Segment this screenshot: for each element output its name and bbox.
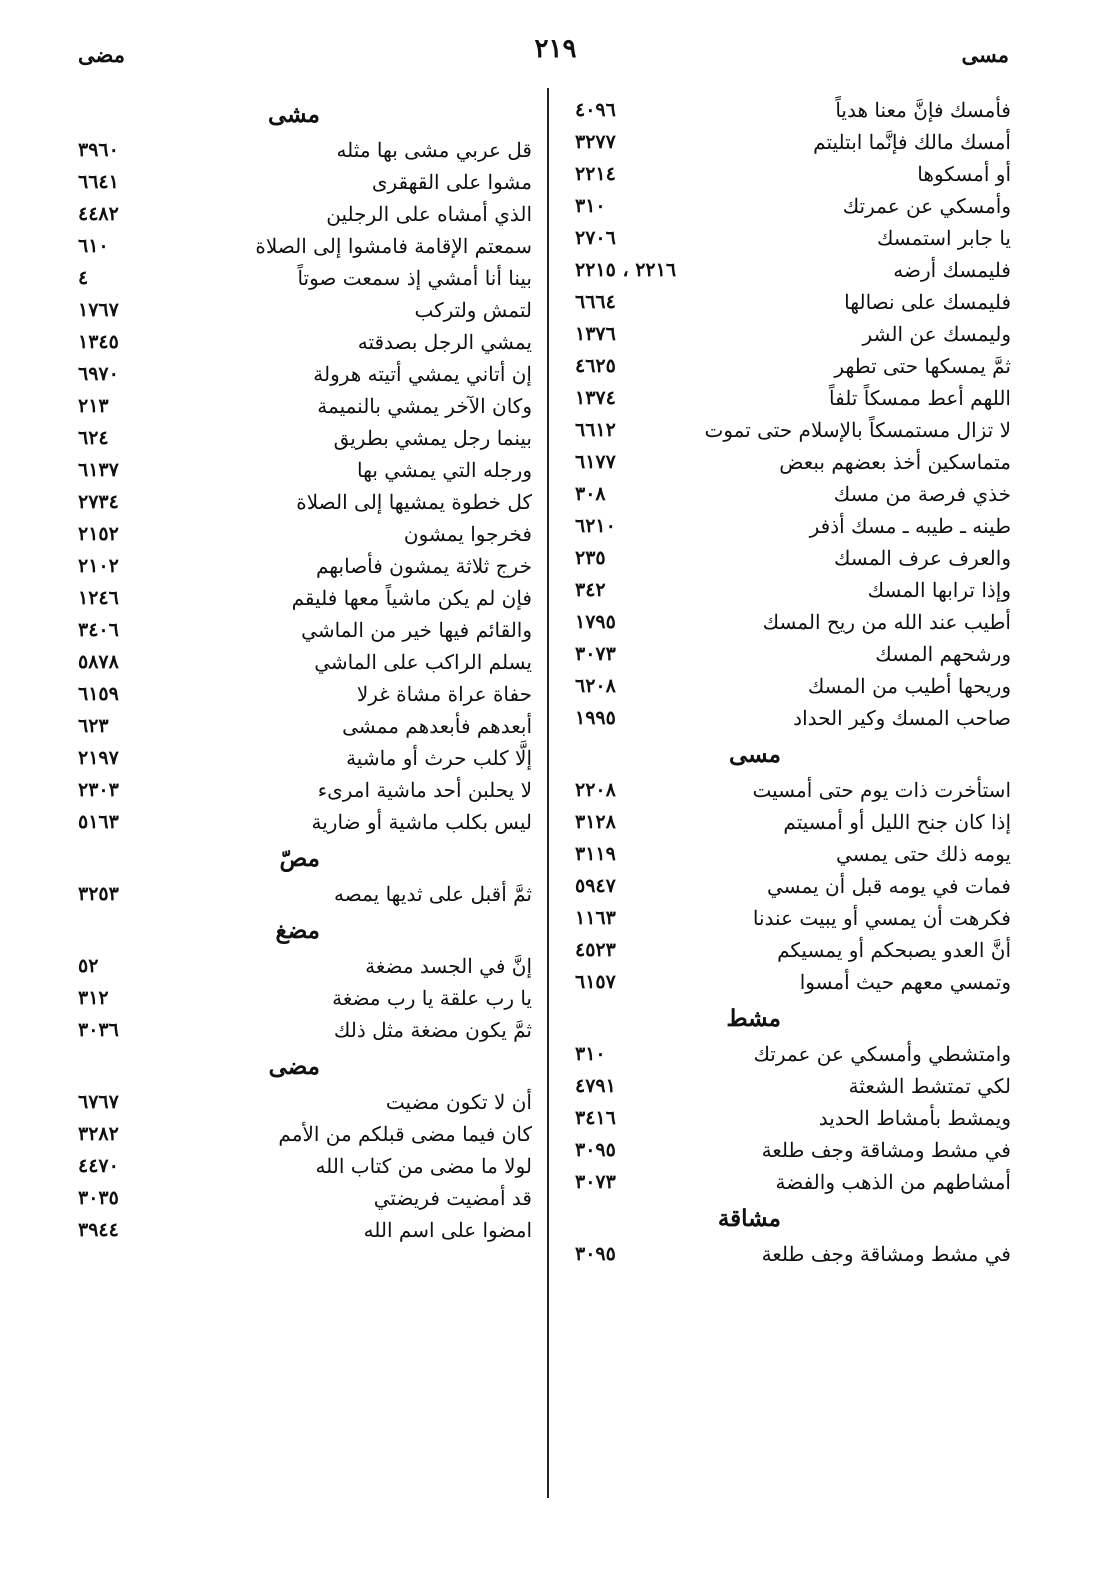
entry-number: ٣٠٧٣ [575, 1171, 616, 1193]
index-entry [78, 950, 532, 982]
entry-number: ٣١١٩ [575, 843, 616, 865]
column-divider [547, 88, 549, 1498]
entry-text: وكان الآخر يمشي بالنميمة [317, 394, 532, 418]
index-entry [575, 574, 1011, 606]
entry-number: ١٧٩٥ [575, 611, 616, 633]
index-entry [78, 422, 532, 454]
entry-number: ٢٧٠٦ [575, 227, 616, 249]
entry-text: أنَّ العدو يصبحكم أو يمسيكم [777, 938, 1011, 962]
index-entry [78, 486, 532, 518]
entry-number: ٢٢١٤ [575, 163, 616, 185]
entry-number: ٣٤٢ [575, 579, 606, 601]
page-header [0, 30, 1111, 70]
entry-number: ٥١٦٣ [78, 811, 119, 833]
section-heading-row [78, 838, 532, 878]
entry-text: فمات في يومه قبل أن يمسي [766, 874, 1011, 898]
entry-number: ٣١٠ [575, 1043, 606, 1065]
entry-text: فكرهت أن يمسي أو يبيت عندنا [752, 906, 1011, 930]
index-entry [575, 702, 1011, 734]
entry-text: يا رب علقة يا رب مضغة [332, 986, 532, 1010]
entry-text: بينما رجل يمشي بطريق [333, 426, 532, 450]
index-entry [575, 806, 1011, 838]
entry-text: أطيب عند الله من ريح المسك [762, 610, 1011, 634]
entry-number: ٦٩٧٠ [78, 363, 119, 385]
index-entry [78, 294, 532, 326]
entry-number: ٤٥٢٣ [575, 939, 616, 961]
index-entry [78, 1014, 532, 1046]
entry-text: يومه ذلك حتى يمسي [836, 842, 1011, 866]
index-entry [575, 1166, 1011, 1198]
entry-text: كان فيما مضى قبلكم من الأمم [278, 1122, 532, 1146]
entry-text: فأمسك فإنَّ معنا هدياً [835, 98, 1011, 122]
entry-number: ٣٠٣٥ [78, 1187, 119, 1209]
entry-text: والعرف عرف المسك [833, 546, 1011, 570]
entry-number: ٤٦٢٥ [575, 355, 616, 377]
entry-number: ٦٦٦٤ [575, 291, 616, 313]
section-heading-row [78, 910, 532, 950]
section-heading-row [78, 1046, 532, 1086]
entry-number: ١٣٧٦ [575, 323, 616, 345]
index-entry [575, 838, 1011, 870]
entry-text: مشوا على القهقرى [371, 170, 532, 194]
entry-number: ٣٤٠٦ [78, 619, 119, 641]
index-entry [575, 126, 1011, 158]
entry-number: ١٧٦٧ [78, 299, 119, 321]
entry-number: ٦٧٦٧ [78, 1091, 119, 1113]
entry-text: أو أمسكوها [917, 162, 1011, 186]
index-entry [78, 166, 532, 198]
entry-text: والقائم فيها خير من الماشي [301, 618, 532, 642]
entry-number: ٣١٢٨ [575, 811, 616, 833]
entry-number: ٣٩٦٠ [78, 139, 119, 161]
entry-text: قل عربي مشى بها مثله [336, 138, 532, 162]
entry-text: اللهم أعط ممسكاً تلفاً [828, 386, 1011, 410]
index-entry [78, 1086, 532, 1118]
page-number: ٢١٩ [534, 34, 577, 64]
entry-number: ٤٠٩٦ [575, 99, 616, 121]
index-entry [575, 902, 1011, 934]
entry-number: ٣٢٧٧ [575, 131, 616, 153]
entry-number: ٦١٥٧ [575, 971, 616, 993]
index-entry [78, 454, 532, 486]
index-entry [575, 606, 1011, 638]
index-entry [78, 390, 532, 422]
index-entry [575, 774, 1011, 806]
entry-number: ٢٧٣٤ [78, 491, 119, 513]
entry-text: قد أمضيت فريضتي [373, 1186, 532, 1210]
entry-number: ٤٤٨٢ [78, 203, 119, 225]
entry-text: ثمَّ يمسكها حتى تطهر [834, 354, 1011, 378]
entry-number: ٥٨٧٨ [78, 651, 119, 673]
section-heading: مصّ [279, 844, 320, 872]
index-entry [575, 966, 1011, 998]
entry-number: ٢١٠٢ [78, 555, 119, 577]
index-entry [78, 678, 532, 710]
index-entry [78, 878, 532, 910]
entry-text: ورشحهم المسك [875, 642, 1011, 666]
entry-number: ٢٢١٦ ، ٢٢١٥ [575, 259, 677, 281]
index-entry [575, 510, 1011, 542]
index-entry [575, 414, 1011, 446]
index-entry [78, 614, 532, 646]
entry-text: لا يحلبن أحد ماشية امرىء [317, 778, 532, 802]
entry-number: ٢٣٥ [575, 547, 606, 569]
index-entry [78, 774, 532, 806]
section-heading: مشاقة [717, 1204, 781, 1232]
index-entry [575, 382, 1011, 414]
entry-text: أبعدهم فأبعدهم ممشى [342, 714, 532, 738]
entry-text: إذا كان جنح الليل أو أمسيتم [783, 810, 1011, 834]
entry-number: ٦١٣٧ [78, 459, 119, 481]
section-heading: مشط [726, 1004, 781, 1032]
index-entry [78, 710, 532, 742]
entry-number: ٣٠٣٦ [78, 1019, 119, 1041]
index-entry [78, 262, 532, 294]
entry-text: خذي فرصة من مسك [833, 482, 1011, 506]
entry-number: ٣٠٨ [575, 483, 606, 505]
entry-number: ١٣٤٥ [78, 331, 119, 353]
entry-text: ثمَّ أقبل على ثديها يمصه [334, 882, 532, 906]
entry-number: ٦٦١٢ [575, 419, 616, 441]
entry-text: كل خطوة يمشيها إلى الصلاة [296, 490, 532, 514]
index-entry [575, 478, 1011, 510]
entry-number: ٥٩٤٧ [575, 875, 616, 897]
index-entry [575, 446, 1011, 478]
index-entry [575, 158, 1011, 190]
index-entry [78, 326, 532, 358]
entry-text: لولا ما مضى من كتاب الله [315, 1154, 532, 1178]
entry-number: ٣٠٩٥ [575, 1243, 616, 1265]
entry-text: ورجله التي يمشي بها [357, 458, 532, 482]
entry-text: امضوا على اسم الله [363, 1218, 532, 1242]
header-left-keyword: مضى [78, 42, 125, 67]
entry-text: خرج ثلاثة يمشون فأصابهم [316, 554, 532, 578]
index-entry [78, 1214, 532, 1246]
entry-text: سمعتم الإقامة فامشوا إلى الصلاة [255, 234, 532, 258]
entry-text: يمشي الرجل بصدقته [357, 330, 532, 354]
entry-number: ٣٠٧٣ [575, 643, 616, 665]
entry-text: وأمسكي عن عمرتك [842, 194, 1011, 218]
entry-text: في مشط ومشاقة وجف طلعة [761, 1242, 1011, 1266]
index-entry [575, 1102, 1011, 1134]
entry-number: ٣٢٨٢ [78, 1123, 119, 1145]
index-entry [78, 518, 532, 550]
section-heading-row [575, 734, 1011, 774]
entry-text: متماسكين أخذ بعضهم ببعض [779, 450, 1011, 474]
entry-text: فليمسك على نصالها [844, 290, 1011, 314]
entry-number: ٣٩٤٤ [78, 1219, 119, 1241]
entry-text: أمسك مالك فإنَّما ابتليتم [813, 130, 1011, 154]
index-entry [78, 358, 532, 390]
entry-number: ١٣٧٤ [575, 387, 616, 409]
index-entry [78, 134, 532, 166]
right-column [575, 94, 1011, 1270]
index-entry [78, 742, 532, 774]
index-entry [78, 1182, 532, 1214]
entry-text: وريحها أطيب من المسك [807, 674, 1011, 698]
entry-number: ١١٦٣ [575, 907, 616, 929]
index-entry [78, 1118, 532, 1150]
index-entry [78, 550, 532, 582]
entry-text: إلَّا كلب حرث أو ماشية [346, 746, 532, 770]
entry-number: ٢١٣ [78, 395, 109, 417]
entry-text: استأخرت ذات يوم حتى أمسيت [752, 778, 1011, 802]
section-heading: مضى [268, 1052, 320, 1080]
index-entry [575, 1038, 1011, 1070]
index-entry [78, 806, 532, 838]
index-entry [78, 582, 532, 614]
entry-number: ٢٢٠٨ [575, 779, 616, 801]
entry-text: فإن لم يكن ماشياً معها فليقم [291, 586, 532, 610]
index-entry [575, 350, 1011, 382]
index-entry [575, 870, 1011, 902]
index-entry [575, 94, 1011, 126]
section-heading-row [78, 94, 532, 134]
index-entry [78, 982, 532, 1014]
entry-text: إنَّ في الجسد مضغة [365, 954, 532, 978]
entry-number: ٢٣٠٣ [78, 779, 119, 801]
index-entry [575, 318, 1011, 350]
entry-text: ويمشط بأمشاط الحديد [818, 1106, 1011, 1130]
entry-number: ٢١٥٢ [78, 523, 119, 545]
entry-number: ٣١٠ [575, 195, 606, 217]
entry-text: ثمَّ يكون مضغة مثل ذلك [333, 1018, 532, 1042]
index-entry [575, 1134, 1011, 1166]
entry-number: ٦١٧٧ [575, 451, 616, 473]
entry-number: ٢١٩٧ [78, 747, 119, 769]
entry-number: ٦٢٠٨ [575, 675, 616, 697]
entry-text: فخرجوا يمشون [403, 522, 532, 546]
entry-text: فليمسك أرضه [893, 258, 1011, 282]
entry-text: لكي تمتشط الشعثة [848, 1074, 1011, 1098]
entry-text: لتمش ولتركب [414, 298, 532, 322]
index-entry [575, 222, 1011, 254]
index-entry [575, 542, 1011, 574]
left-column [78, 94, 532, 1246]
entry-text: في مشط ومشاقة وجف طلعة [761, 1138, 1011, 1162]
entry-number: ١٩٩٥ [575, 707, 616, 729]
entry-number: ٣٠٩٥ [575, 1139, 616, 1161]
entry-text: وليمسك عن الشر [862, 322, 1011, 346]
entry-text: وامتشطي وأمسكي عن عمرتك [753, 1042, 1011, 1066]
index-entry [575, 286, 1011, 318]
section-heading: مشى [267, 100, 320, 128]
index-entry [78, 198, 532, 230]
index-entry [575, 254, 1011, 286]
section-heading: مسى [728, 740, 781, 768]
section-heading-row [575, 998, 1011, 1038]
header-right-keyword: مسى [961, 42, 1009, 67]
index-entry [78, 1150, 532, 1182]
entry-text: يا جابر استمسك [876, 226, 1011, 250]
entry-text: أن لا تكون مضيت [385, 1090, 532, 1114]
index-entry [575, 638, 1011, 670]
index-entry [575, 1238, 1011, 1270]
entry-number: ٦١٥٩ [78, 683, 119, 705]
entry-number: ٦٢١٠ [575, 515, 616, 537]
entry-number: ٣١٢ [78, 987, 109, 1009]
entry-number: ٣٢٥٣ [78, 883, 119, 905]
entry-text: ليس بكلب ماشية أو ضارية [311, 810, 532, 834]
entry-text: وإذا ترابها المسك [867, 578, 1011, 602]
entry-text: أمشاطهم من الذهب والفضة [775, 1170, 1011, 1194]
entry-number: ٤٤٧٠ [78, 1155, 119, 1177]
entry-number: ٦٢٣ [78, 715, 109, 737]
section-heading: مضغ [275, 916, 320, 944]
index-entry [575, 670, 1011, 702]
index-entry [575, 934, 1011, 966]
entry-text: وتمسي معهم حيث أمسوا [799, 970, 1011, 994]
entry-text: صاحب المسك وكير الحداد [793, 706, 1011, 730]
entry-number: ٥٢ [78, 955, 99, 977]
entry-text: طينه ـ طيبه ـ مسك أذفر [809, 514, 1011, 538]
index-entry [78, 230, 532, 262]
entry-number: ٤٧٩١ [575, 1075, 616, 1097]
entry-text: الذي أمشاه على الرجلين [326, 202, 532, 226]
index-entry [78, 646, 532, 678]
entry-number: ٦٢٤ [78, 427, 109, 449]
entry-text: يسلم الراكب على الماشي [314, 650, 532, 674]
index-entry [575, 1070, 1011, 1102]
entry-number: ٦١٠ [78, 235, 109, 257]
entry-text: بينا أنا أمشي إذ سمعت صوتاً [297, 266, 532, 290]
entry-number: ٣٤١٦ [575, 1107, 616, 1129]
entry-text: حفاة عراة مشاة غرلا [356, 682, 532, 706]
section-heading-row [575, 1198, 1011, 1238]
entry-text: لا تزال مستمسكاً بالإسلام حتى تموت [704, 418, 1011, 442]
entry-text: إن أتاني يمشي أتيته هرولة [313, 362, 532, 386]
entry-number: ١٢٤٦ [78, 587, 119, 609]
entry-number: ٤ [78, 267, 89, 289]
entry-number: ٦٦٤١ [78, 171, 119, 193]
index-entry [575, 190, 1011, 222]
